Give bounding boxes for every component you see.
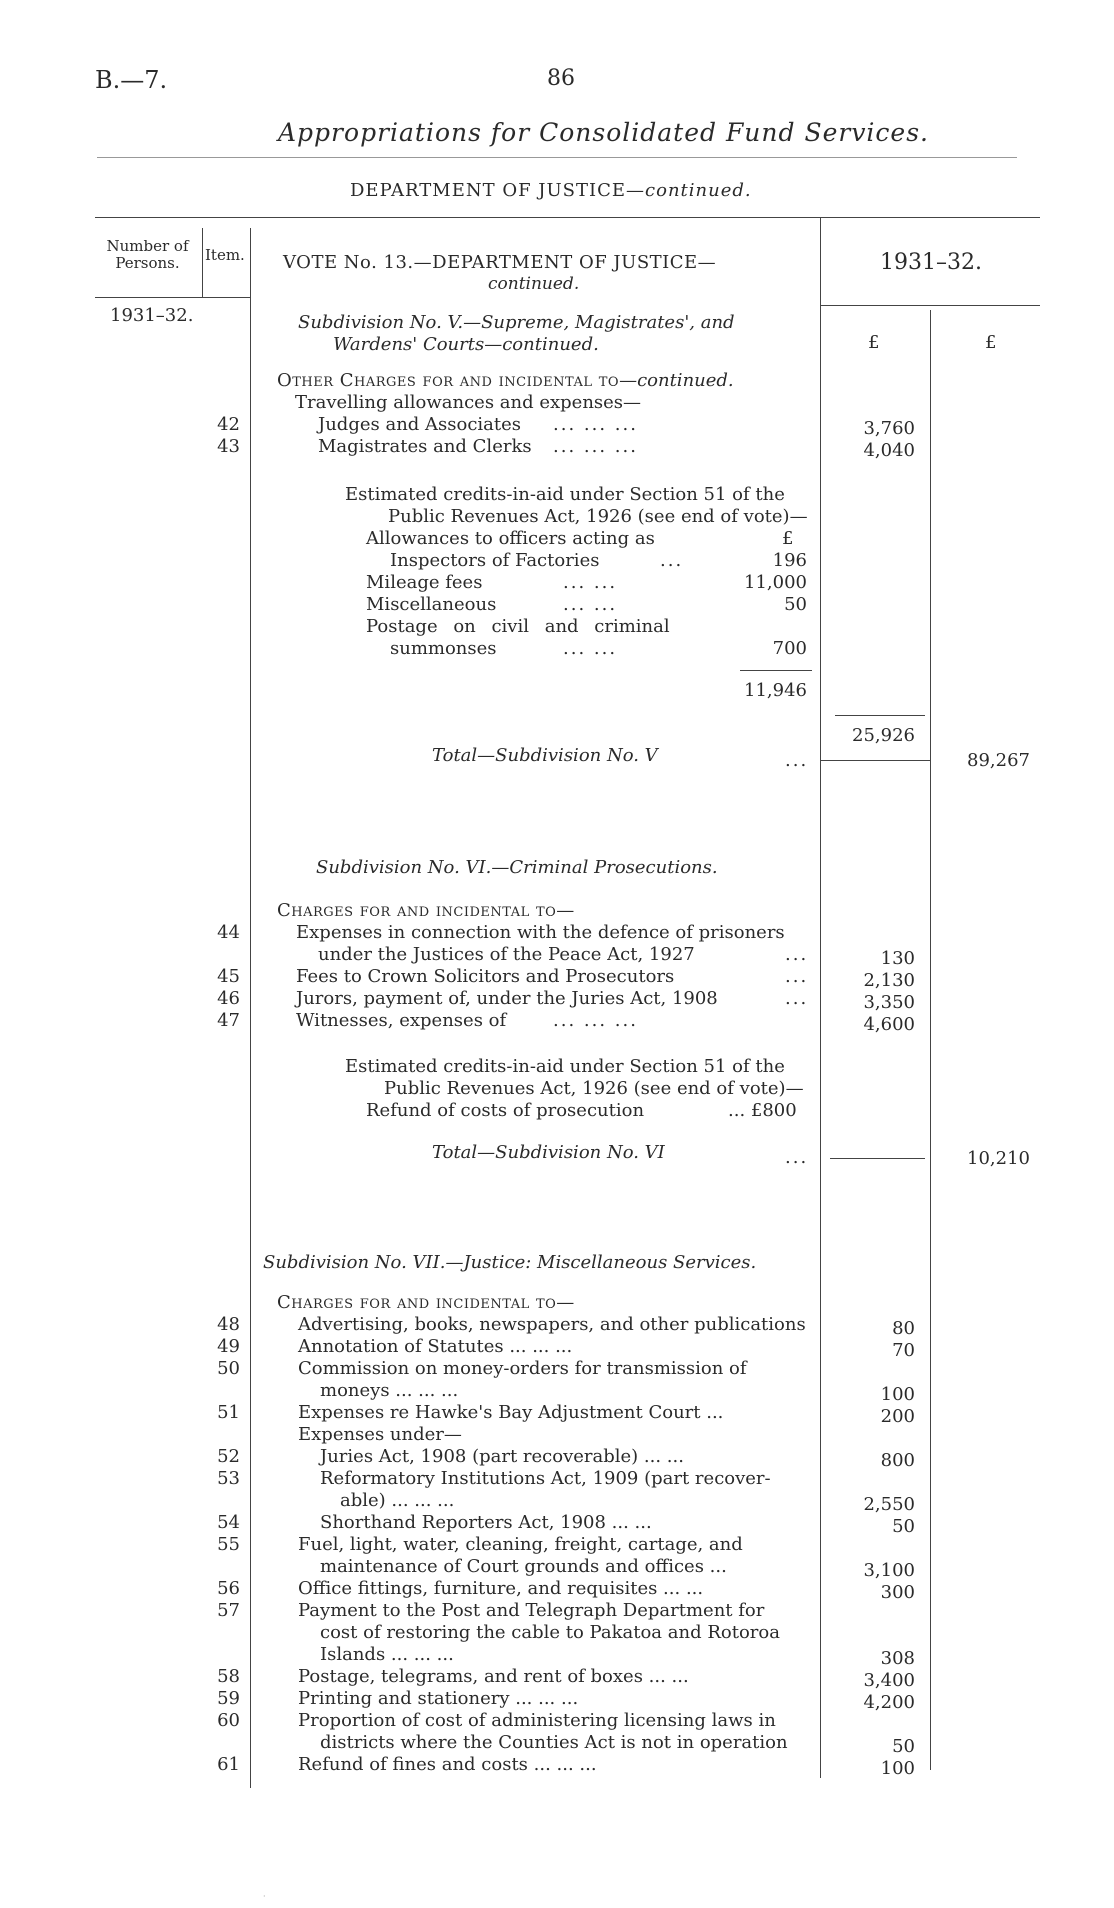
subtotal-end-rule: [820, 760, 930, 761]
page-title: Appropriations for Consolidated Fund Services.: [278, 118, 930, 147]
leader-dots: ...: [785, 1147, 809, 1168]
item-column-header: Item.: [205, 246, 245, 264]
credit-amount: 50: [784, 594, 807, 615]
item-number: 61: [217, 1754, 240, 1775]
line-item-label: Printing and stationery ... ... ...: [298, 1688, 579, 1709]
line-item-amount: 3,350: [863, 992, 915, 1013]
leader-dots: ...: [785, 966, 809, 987]
line-item-amount: 3,760: [863, 418, 915, 439]
line-item-label-cont: under the Justices of the Peace Act, 1927: [318, 944, 695, 965]
line-item-amount: 800: [880, 1450, 915, 1471]
line-item-amount: 2,130: [863, 970, 915, 991]
charges-heading: Charges for and incidental to—: [277, 900, 575, 921]
credit-refund: Refund of costs of prosecution: [366, 1100, 645, 1121]
item-number: 52: [217, 1446, 240, 1467]
credit-amount: 11,000: [744, 572, 807, 593]
text-amount-divider: [820, 218, 821, 1778]
line-item-amount: 3,100: [863, 1560, 915, 1581]
item-number: 51: [217, 1402, 240, 1423]
line-item-label: Magistrates and Clerks: [318, 436, 532, 457]
item-number: 49: [217, 1336, 240, 1357]
table-top-rule: [95, 217, 1040, 218]
subtotal-rule: [835, 715, 925, 716]
credit-allowances: Allowances to officers acting as: [366, 528, 655, 549]
line-item-label: Commission on money-orders for transmission of: [298, 1358, 747, 1379]
line-item-amount: 4,600: [863, 1014, 915, 1035]
leader-dots: ... ... ...: [553, 414, 638, 435]
line-item-amount: 4,200: [863, 1692, 915, 1713]
department-heading: [350, 180, 752, 201]
line-item-label: cost of restoring the cable to Pakatoa and Rotoroa: [320, 1622, 780, 1643]
other-charges-label: Other Charges for and incidental to: [277, 370, 620, 391]
line-item-label: able) ... ... ...: [340, 1490, 455, 1511]
line-item-amount: 100: [880, 1758, 915, 1779]
line-item-amount: 300: [880, 1582, 915, 1603]
pound-sign-totals: £: [985, 332, 997, 353]
vote-heading-continued: continued.: [488, 274, 580, 294]
vote-heading: VOTE No. 13.—DEPARTMENT OF JUSTICE—: [283, 252, 717, 273]
credit-pound-sign: £: [782, 528, 794, 549]
item-number: 58: [217, 1666, 240, 1687]
line-item-label: Postage, telegrams, and rent of boxes ... ...: [298, 1666, 689, 1687]
leader-dots: ...: [785, 750, 809, 771]
item-number: 46: [217, 988, 240, 1009]
persons-year: 1931–32.: [110, 305, 194, 326]
line-item-amount: 200: [880, 1406, 915, 1427]
line-item-label: districts where the Counties Act is not in operation: [320, 1732, 788, 1753]
subdivision-v-total: 89,267: [967, 750, 1030, 771]
item-number: 54: [217, 1512, 240, 1533]
leader-dots: ...: [785, 944, 809, 965]
line-item-label: Office fittings, furniture, and requisites ... ...: [298, 1578, 704, 1599]
item-number: 45: [217, 966, 240, 987]
credits-in-aid-text: Estimated credits-in-aid under Section 51 of the: [345, 1056, 785, 1077]
line-item-amount: 50: [892, 1736, 915, 1757]
line-item-label: maintenance of Court grounds and offices ...: [320, 1556, 727, 1577]
page-mark: ·: [263, 1892, 266, 1901]
subdivision-vi-total-label: Total—Subdivision No. VI: [432, 1142, 665, 1163]
other-charges-heading: [277, 370, 734, 391]
item-number: 60: [217, 1710, 240, 1731]
item-number: 50: [217, 1358, 240, 1379]
subdivision-vii-heading: Subdivision No. VII.—Justice: Miscellaneous Services.: [263, 1252, 757, 1273]
credit-inspectors: Inspectors of Factories: [390, 550, 600, 571]
line-item-label: Proportion of cost of administering licensing laws in: [298, 1710, 776, 1731]
credit-refund-amount: ... £800: [728, 1100, 797, 1121]
item-number: 42: [217, 414, 240, 435]
line-item-label: Fees to Crown Solicitors and Prosecutors: [296, 966, 675, 987]
leader-dots: ... ...: [563, 638, 618, 659]
line-item-amount: 130: [880, 948, 915, 969]
line-item-label: Juries Act, 1908 (part recoverable) ... ...: [320, 1446, 684, 1467]
line-item-label: Fuel, light, water, cleaning, freight, cartage, and: [298, 1534, 743, 1555]
credit-amount: 196: [772, 550, 807, 571]
subdivision-vi-total: 10,210: [967, 1148, 1030, 1169]
line-item-label: Expenses under—: [298, 1424, 462, 1445]
credit-postage: Postage on civil and criminal: [366, 616, 670, 637]
subdivision-vi-heading: Subdivision No. VI.—Criminal Prosecutions.: [316, 857, 718, 878]
department-name: DEPARTMENT OF JUSTICE: [350, 180, 627, 201]
line-item-amount: 3,400: [863, 1670, 915, 1691]
year-header-rule: [820, 305, 1040, 306]
subdivision-v-subtotal: 25,926: [852, 725, 915, 746]
line-item-amount: 70: [892, 1340, 915, 1361]
line-item-amount: 4,040: [863, 440, 915, 461]
item-number: 43: [217, 436, 240, 457]
line-item-label: Expenses re Hawke's Bay Adjustment Court ...: [298, 1402, 724, 1423]
leader-dots: ...: [660, 550, 684, 571]
line-item-amount: 308: [880, 1648, 915, 1669]
line-item-label: moneys ... ... ...: [320, 1380, 459, 1401]
credits-sum-rule: [740, 670, 812, 671]
item-text-divider: [250, 228, 251, 1788]
leader-dots: ... ...: [563, 594, 618, 615]
line-item-amount: 2,550: [863, 1494, 915, 1515]
credit-miscellaneous: Miscellaneous: [366, 594, 497, 615]
line-item-amount: 100: [880, 1384, 915, 1405]
line-item-amount: 50: [892, 1516, 915, 1537]
charges-heading: Charges for and incidental to—: [277, 1292, 575, 1313]
line-item-label: Expenses in connection with the defence of prisoners: [296, 922, 785, 943]
department-continued: —continued.: [626, 180, 752, 201]
title-rule: [97, 157, 1017, 158]
total-rule: [830, 1158, 925, 1159]
leader-dots: ... ... ...: [553, 436, 638, 457]
credits-in-aid-text: Estimated credits-in-aid under Section 51 of the: [345, 484, 785, 505]
subdivision-v-total-label: Total—Subdivision No. V: [432, 745, 658, 766]
year-column-header: 1931–32.: [880, 250, 982, 275]
item-number: 57: [217, 1600, 240, 1621]
credits-total: 11,946: [744, 680, 807, 701]
persons-header-rule: [95, 297, 250, 298]
line-item-label: Advertising, books, newspapers, and other publications: [298, 1314, 806, 1335]
line-item-label: Witnesses, expenses of: [296, 1010, 507, 1031]
item-number: 56: [217, 1578, 240, 1599]
leader-dots: ... ... ...: [553, 1010, 638, 1031]
line-item-label: Islands ... ... ...: [320, 1644, 454, 1665]
credit-postage-cont: summonses: [390, 638, 497, 659]
other-charges-continued: —continued.: [619, 370, 734, 391]
line-item-label: Payment to the Post and Telegraph Department for: [298, 1600, 765, 1621]
line-item-amount: 80: [892, 1318, 915, 1339]
pound-sign-amounts: £: [868, 332, 880, 353]
leader-dots: ... ...: [563, 572, 618, 593]
item-number: 53: [217, 1468, 240, 1489]
line-item-label: Refund of fines and costs ... ... ...: [298, 1754, 597, 1775]
line-item-label: Shorthand Reporters Act, 1908 ... ...: [320, 1512, 652, 1533]
leader-dots: ...: [785, 988, 809, 1009]
line-item-label: Reformatory Institutions Act, 1909 (part recover-: [320, 1468, 771, 1489]
page-number: 86: [547, 66, 575, 91]
credit-mileage: Mileage fees: [366, 572, 483, 593]
persons-column-header: Number of Persons.: [106, 237, 189, 272]
credit-amount: 700: [772, 638, 807, 659]
item-number: 55: [217, 1534, 240, 1555]
line-item-label: Annotation of Statutes ... ... ...: [298, 1336, 573, 1357]
document-reference: B.—7.: [95, 66, 168, 94]
subdivision-v-heading: Subdivision No. V.—Supreme, Magistrates', and: [298, 312, 735, 333]
persons-item-divider: [202, 228, 203, 298]
item-number: 48: [217, 1314, 240, 1335]
travelling-allowances: Travelling allowances and expenses—: [295, 392, 642, 413]
item-number: 59: [217, 1688, 240, 1709]
line-item-label: Judges and Associates: [318, 414, 522, 435]
subdivision-v-heading-cont: Wardens' Courts—continued.: [333, 334, 599, 355]
item-number: 47: [217, 1010, 240, 1031]
credits-in-aid-text-cont: Public Revenues Act, 1926 (see end of vote)—: [384, 1078, 804, 1099]
credits-in-aid-text-cont: Public Revenues Act, 1926 (see end of vote)—: [388, 506, 808, 527]
line-item-label: Jurors, payment of, under the Juries Act, 1908: [296, 988, 718, 1009]
amount-total-divider: [930, 310, 931, 1770]
item-number: 44: [217, 922, 240, 943]
